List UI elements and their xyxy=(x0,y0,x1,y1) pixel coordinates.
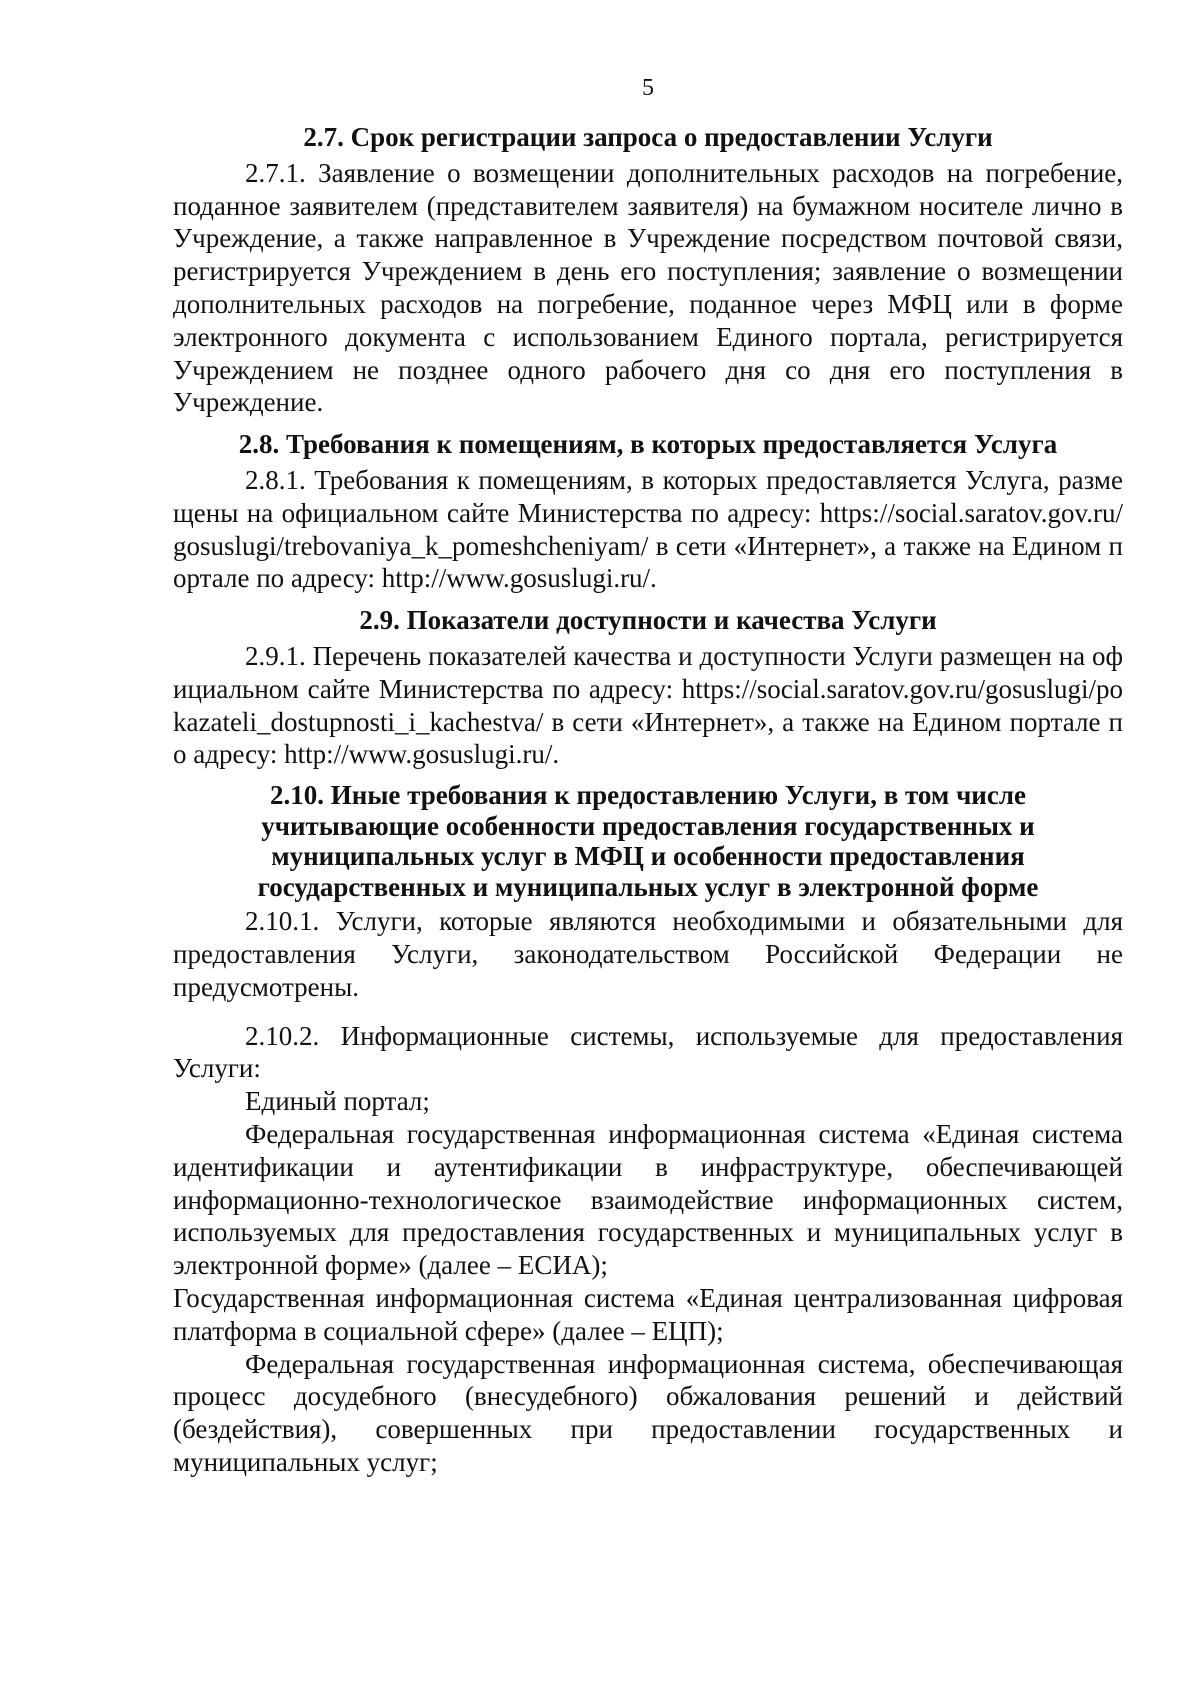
heading-2-7: 2.7. Срок регистрации запроса о предоставлении Услуги xyxy=(303,122,993,152)
list-item-esia: Федеральная государственная информационная система «Единая система идентификации и аутентификации в инфраструктуре, обеспечивающей информационно-технологическое взаимодействие информационных систем, используемых для предоставления государственных и муниципальных услуг в электронной форме» (далее – ЕСИА); xyxy=(173,1118,1123,1281)
list-item-appeals-system: Федеральная государственная информационная система, обеспечивающая процесс досудебного (внесудебного) обжалования решений и действий (бездействия), совершенных при предоставлении государственных и муниципальных услуг; xyxy=(173,1348,1123,1477)
page-number: 5 xyxy=(642,75,654,101)
list-item-ecp: Государственная информационная система «Единая централизованная цифровая платформа в социальной сфере» (далее – ЕЦП); xyxy=(173,1282,1123,1346)
paragraph-2-9-1: 2.9.1. Перечень показателей качества и доступности Услуги размещен на официальном сайте Министерства по адресу: https://social.saratov.gov.ru/gosuslugi/pokazateli_dostupnosti_i_kachestva/ в сети «Интернет», а также на Едином портале по адресу: http://www.gosuslugi.ru/. xyxy=(173,640,1123,770)
paragraph-2-10-1: 2.10.1. Услуги, которые являются необходимыми и обязательными для предоставления Услуги, законодательством Российской Федерации не предусмотрены. xyxy=(173,906,1123,1002)
paragraph-2-7-1: 2.7.1. Заявление о возмещении дополнительных расходов на погребение, поданное заявителем (представителем заявителя) на бумажном носителе лично в Учреждение, а также направленное в Учреждение посредством почтовой связи, регистрируется Учреждением в день его поступления; заявление о возмещении дополнительных расходов на погребение, поданное через МФЦ или в форме электронного документа с использованием Единого портала, регистрируется Учреждением не позднее одного рабочего дня со дня его поступления в Учреждение. xyxy=(173,157,1123,418)
heading-2-8: 2.8. Требования к помещениям, в которых предоставляется Услуга xyxy=(238,429,1058,460)
list-item-unified-portal: Единый портал; xyxy=(245,1086,430,1117)
heading-2-10: 2.10. Иные требования к предоставлению Услуги, в том числе учитывающие особенности предоставления государственных и муниципальных услуг в МФЦ и особенности предоставления государственных и муниципальных услуг в электронной форме xyxy=(257,780,1039,902)
paragraph-2-8-1: 2.8.1. Требования к помещениям, в которых предоставляется Услуга, размещены на официальном сайте Министерства по адресу: https://social.saratov.gov.ru/gosuslugi/trebovaniya_k_pomeshcheniyam/ в сети «Интернет», а также на Едином портале по адресу: http://www.gosuslugi.ru/. xyxy=(173,464,1123,594)
paragraph-2-10-2: 2.10.2. Информационные системы, используемые для предоставления Услуги: xyxy=(173,1020,1123,1084)
document-body xyxy=(173,121,1123,1479)
heading-2-9: 2.9. Показатели доступности и качества Услуги xyxy=(359,605,937,636)
